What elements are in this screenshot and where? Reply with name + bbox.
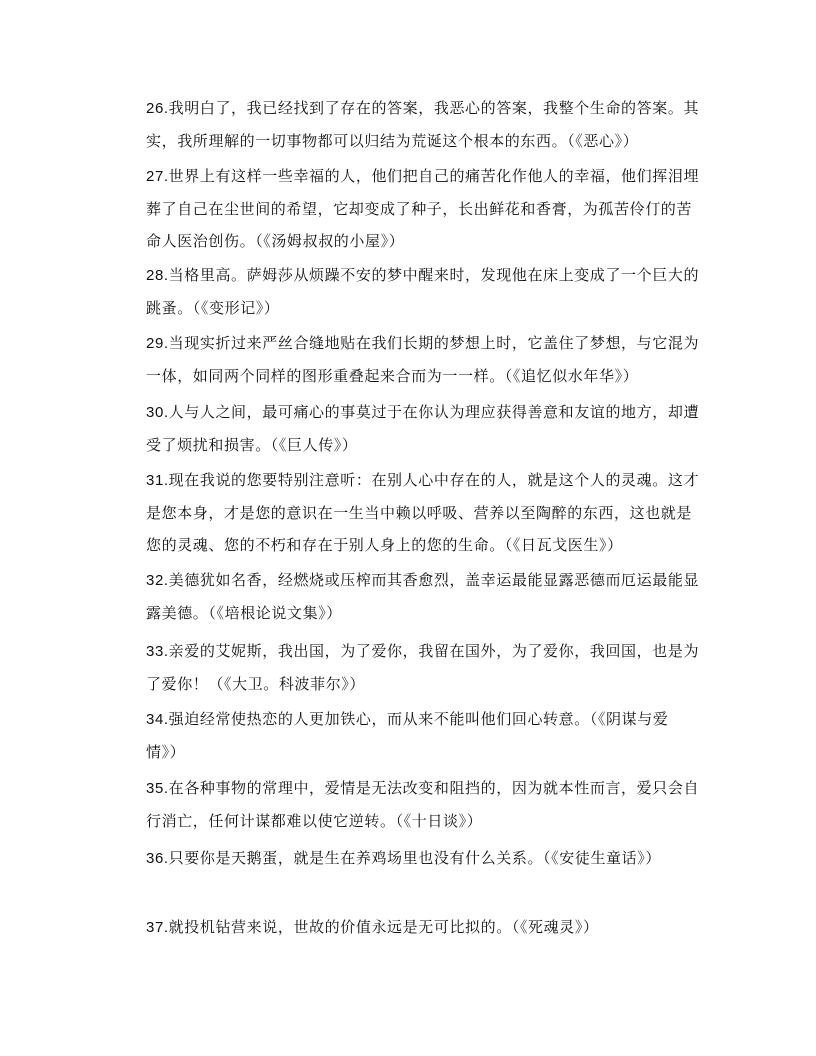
quote-number: 29. <box>146 335 169 352</box>
quote-text: 我明白了，我已经找到了存在的答案，我恶心的答案，我整个生命的答案。其实，我所理解的一切事物都可以归结为荒诞这个根本的东西。（《恶心》） <box>146 99 700 150</box>
quote-number: 27. <box>146 168 169 185</box>
quote-number: 34. <box>146 711 169 728</box>
quote-35 <box>146 772 700 837</box>
quote-29 <box>146 327 700 392</box>
quote-36 <box>146 842 700 875</box>
quote-number: 31. <box>146 472 169 489</box>
quote-27 <box>146 160 700 257</box>
quote-number: 37. <box>146 919 169 936</box>
quote-text: 在各种事物的常理中，爱情是无法改变和阻挡的，因为就本性而言，爱只会自行消亡，任何计谋都难以使它逆转。（《十日谈》） <box>146 779 700 830</box>
quote-26 <box>146 92 700 157</box>
quote-34 <box>146 703 700 768</box>
quote-number: 28. <box>146 267 169 284</box>
quote-37 <box>146 911 700 944</box>
quote-text: 当现实折过来严丝合缝地贴在我们长期的梦想上时，它盖住了梦想，与它混为一体，如同两个同样的图形重叠起来合而为一一样。（《追忆似水年华》） <box>146 334 700 385</box>
quote-33 <box>146 635 700 700</box>
quote-text: 强迫经常使热恋的人更加铁心，而从来不能叫他们回心转意。（《阴谋与爱情》） <box>146 710 669 761</box>
quote-text: 美德犹如名香，经燃烧或压榨而其香愈烈，盖幸运最能显露恶德而厄运最能显露美德。（《培根论说文集》） <box>146 571 700 622</box>
quote-text: 亲爱的艾妮斯，我出国，为了爱你，我留在国外，为了爱你，我回国，也是为了爱你！（《大卫。科波菲尔》） <box>146 642 700 693</box>
quote-30 <box>146 396 700 461</box>
quote-text: 当格里高。萨姆莎从烦躁不安的梦中醒来时，发现他在床上变成了一个巨大的跳蚤。（《变形记》） <box>146 266 700 317</box>
quote-text: 只要你是天鹅蛋，就是生在养鸡场里也没有什么关系。（《安徒生童话》） <box>168 849 661 867</box>
quote-32 <box>146 564 700 629</box>
quote-text: 世界上有这样一些幸福的人，他们把自己的痛苦化作他人的幸福，他们挥泪埋葬了自己在尘世间的希望，它却变成了种子，长出鲜花和香膏，为孤苦伶仃的苦命人医治创伤。（《汤姆叔叔的小屋》） <box>146 167 700 250</box>
quote-text: 人与人之间，最可痛心的事莫过于在你认为理应获得善意和友谊的地方，却遭受了烦扰和损害。（《巨人传》） <box>146 403 700 454</box>
quote-number: 35. <box>146 780 169 797</box>
quote-text: 就投机钻营来说，世故的价值永远是无可比拟的。（《死魂灵》） <box>168 918 599 936</box>
quote-28 <box>146 259 700 324</box>
quote-number: 30. <box>146 404 169 421</box>
quote-number: 36. <box>146 850 169 867</box>
quote-number: 26. <box>146 100 169 117</box>
quote-number: 32. <box>146 572 169 589</box>
quote-31 <box>146 464 700 561</box>
quote-text: 现在我说的您要特别注意听：在别人心中存在的人，就是这个人的灵魂。这才是您本身，才是您的意识在一生当中赖以呼吸、营养以至陶醉的东西，这也就是您的灵魂、您的不朽和存在于别人身上的您的生命。（《日瓦戈医生》） <box>146 471 700 554</box>
quote-number: 33. <box>146 643 169 660</box>
